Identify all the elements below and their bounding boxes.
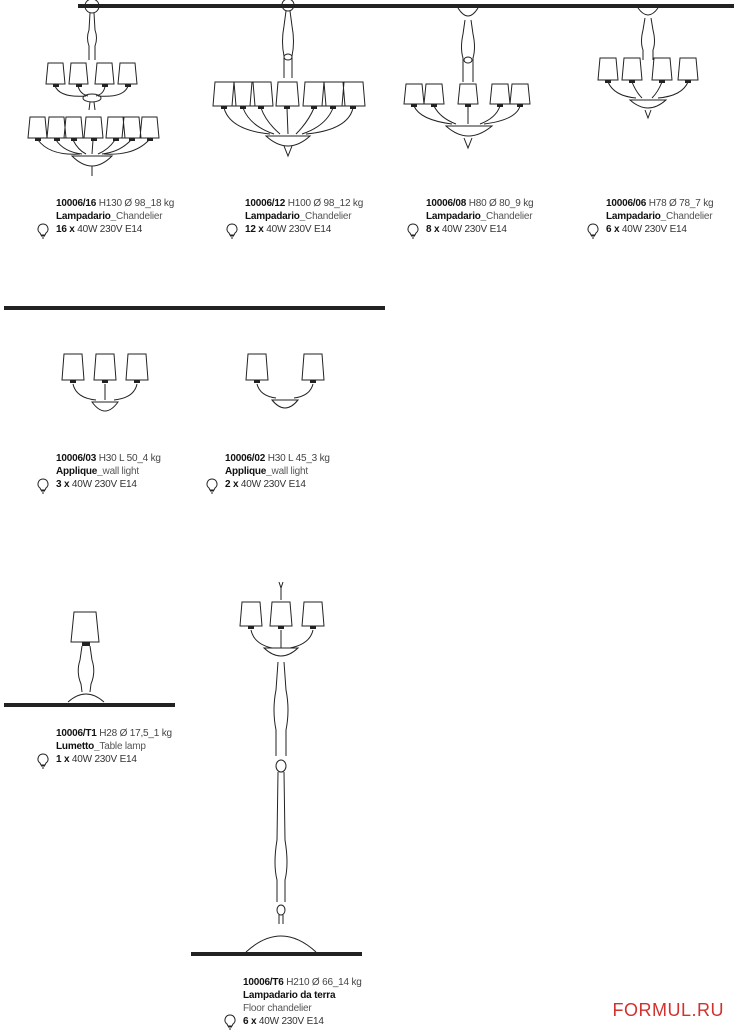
bulb-spec: 40W 230V E14 — [77, 224, 143, 235]
product-name-en: Floor chandelier — [243, 1003, 312, 1014]
bulb-spec: 40W 230V E14 — [71, 754, 137, 765]
bulb-quantity: 3 x — [56, 479, 70, 490]
product-name-en: wall light — [271, 466, 308, 477]
product-name: Lampadario da terra — [243, 990, 336, 1001]
bulb-quantity: 1 x — [56, 754, 70, 765]
wall-light-3-drawing — [56, 350, 166, 430]
product-dimensions: H78 Ø 78_7 kg — [648, 198, 714, 209]
bulb-spec: 40W 230V E14 — [71, 479, 137, 490]
product-name-en: Chandelier — [116, 211, 163, 222]
bulb-quantity: 2 x — [225, 479, 239, 490]
caption-10006-12 — [245, 197, 363, 236]
chandelier-16-drawing — [20, 0, 170, 180]
caption-10006-06 — [606, 197, 713, 236]
bulb-quantity: 6 x — [243, 1016, 257, 1027]
bulb-icon — [37, 223, 49, 239]
product-dimensions: H30 L 50_4 kg — [98, 453, 161, 464]
caption-10006-T1 — [56, 727, 172, 766]
product-dimensions: H28 Ø 17,5_1 kg — [99, 728, 172, 739]
caption-10006-08 — [426, 197, 533, 236]
bulb-quantity: 6 x — [606, 224, 620, 235]
bulb-spec: 40W 230V E14 — [240, 479, 306, 490]
product-code: 10006/T1 — [56, 728, 97, 739]
product-name: Lampadario_ — [245, 211, 306, 222]
middle-rule — [4, 306, 385, 310]
bulb-quantity: 12 x — [245, 224, 264, 235]
product-name-en: Chandelier — [486, 211, 533, 222]
product-code: 10006/16 — [56, 198, 97, 209]
caption-10006-T6 — [243, 976, 362, 1028]
chandelier-8-drawing — [396, 0, 546, 160]
bulb-icon — [224, 1014, 236, 1030]
product-code: 10006/06 — [606, 198, 647, 209]
product-code: 10006/03 — [56, 453, 97, 464]
product-dimensions: H210 Ø 66_14 kg — [286, 977, 362, 988]
bulb-quantity: 16 x — [56, 224, 75, 235]
product-name-en: Chandelier — [305, 211, 352, 222]
wall-light-2-drawing — [242, 350, 342, 430]
chandelier-12-drawing — [210, 0, 370, 170]
product-name: Lumetto_ — [56, 741, 100, 752]
bulb-spec: 40W 230V E14 — [266, 224, 332, 235]
table-lamp-drawing — [58, 610, 118, 705]
caption-10006-16 — [56, 197, 174, 236]
product-name: Lampadario_ — [56, 211, 117, 222]
product-code: 10006/08 — [426, 198, 467, 209]
bulb-icon — [587, 223, 599, 239]
product-name: Applique_ — [56, 466, 103, 477]
product-name-en: Chandelier — [666, 211, 713, 222]
product-name-en: wall light — [102, 466, 139, 477]
product-name: Applique_ — [225, 466, 272, 477]
bulb-icon — [37, 753, 49, 769]
caption-10006-03 — [56, 452, 161, 491]
product-dimensions: H100 Ø 98_12 kg — [287, 198, 364, 209]
floor-chandelier-drawing — [206, 580, 356, 955]
bulb-icon — [407, 223, 419, 239]
bulb-spec: 40W 230V E14 — [258, 1016, 324, 1027]
caption-10006-02 — [225, 452, 330, 491]
product-name: Lampadario_ — [426, 211, 487, 222]
bulb-quantity: 8 x — [426, 224, 440, 235]
product-code: 10006/02 — [225, 453, 266, 464]
bulb-spec: 40W 230V E14 — [441, 224, 507, 235]
bulb-spec: 40W 230V E14 — [621, 224, 687, 235]
product-dimensions: H80 Ø 80_9 kg — [468, 198, 534, 209]
product-name-en: Table lamp — [99, 741, 146, 752]
product-dimensions: H30 L 45_3 kg — [267, 453, 330, 464]
bulb-icon — [37, 478, 49, 494]
product-code: 10006/T6 — [243, 977, 284, 988]
product-code: 10006/12 — [245, 198, 286, 209]
bulb-icon — [206, 478, 218, 494]
bulb-icon — [226, 223, 238, 239]
chandelier-6-drawing — [592, 0, 712, 130]
product-name: Lampadario_ — [606, 211, 667, 222]
brand-watermark: FORMUL.RU — [612, 1000, 724, 1020]
product-dimensions: H130 Ø 98_18 kg — [98, 198, 175, 209]
